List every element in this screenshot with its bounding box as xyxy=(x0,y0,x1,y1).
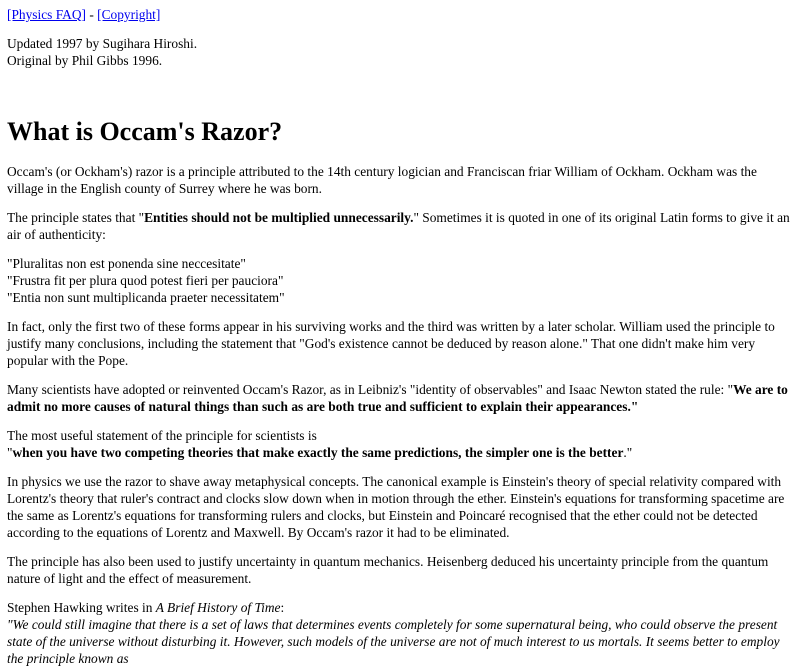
text: " xyxy=(630,399,639,414)
physics-faq-link[interactable]: [Physics FAQ] xyxy=(7,7,86,22)
principle-statement: Entities should not be multiplied unnecessarily. xyxy=(144,210,414,225)
page-title: What is Occam's Razor? xyxy=(7,117,283,146)
text: " xyxy=(7,445,13,460)
text: Stephen Hawking writes in xyxy=(7,600,156,615)
latin-form: "Frustra fit per plura quod potest fieri per pauciora" xyxy=(7,273,284,288)
credits xyxy=(7,35,790,69)
paragraph-hawking xyxy=(7,599,790,667)
latin-forms xyxy=(7,255,790,306)
text: The most useful statement of the principle for scientists is xyxy=(7,428,317,443)
text: The principle states that " xyxy=(7,210,145,225)
separator: - xyxy=(85,7,98,22)
text: : xyxy=(280,600,285,615)
paragraph-principle xyxy=(7,209,790,243)
original-credit: Original by Phil Gibbs 1996. xyxy=(7,53,163,68)
paragraph-intro: Occam's (or Ockham's) razor is a principle attributed to the 14th century logician and Franciscan friar William of Ockham. Ockham was the village in the English county of Surrey where he was born. xyxy=(7,164,757,196)
nav-links xyxy=(7,6,790,23)
latin-form: "Pluralitas non est ponenda sine neccesitate" xyxy=(7,256,246,271)
paragraph-quantum: The principle has also been used to justify uncertainty in quantum mechanics. Heisenberg deduced his uncertainty principle from the quantum nature of light and the effect of measurement. xyxy=(7,554,769,586)
paragraph-relativity: In physics we use the razor to shave away metaphysical concepts. The canonical example is Einstein's theory of special relativity compared with Lorentz's theory that ruler's contract and clocks slow down when in motion through the ether. Einstein's equations for transforming spacetime are the same as Lorentz's equations for transforming rulers and clocks, but Einstein and Poincaré recognised that the ether could not be detected according to the equations of Lorentz and Maxwell. By Occam's razor it had to be eliminated. xyxy=(7,474,785,540)
text: " Sometimes it is quoted in one of its original Latin forms to give it an air of authenticity: xyxy=(7,210,790,242)
book-title: A Brief History of Time xyxy=(155,600,281,615)
newton-rule: We are to admit no more causes of natural things than such as are both true and sufficient to explain their appearances. xyxy=(7,382,788,414)
paragraph-history: In fact, only the first two of these forms appear in his surviving works and the third was written by a later scholar. William used the principle to justify many conclusions, including the statement that "God's existence cannot be deduced by reason alone." That one didn't make him very popular with the Pope. xyxy=(7,319,775,368)
copyright-link[interactable]: [Copyright] xyxy=(97,7,161,22)
text: Many scientists have adopted or reinvented Occam's Razor, as in Leibniz's "identity of observables" and Isaac Newton stated the rule: " xyxy=(7,382,734,397)
updated-credit: Updated 1997 by Sugihara Hiroshi. xyxy=(7,36,198,51)
paragraph-useful-statement xyxy=(7,427,790,461)
paragraph-newton xyxy=(7,381,790,415)
text: ." xyxy=(623,445,633,460)
latin-form: "Entia non sunt multiplicanda praeter necessitatem" xyxy=(7,290,285,305)
useful-statement: when you have two competing theories that make exactly the same predictions, the simpler one is the better xyxy=(12,445,624,460)
hawking-quote: "We could still imagine that there is a set of laws that determines events completely for some supernatural being, who could observe the present state of the universe without disturbing it. However, such models of the universe are not of much interest to us mortals. It seems better to employ the principle known as xyxy=(7,617,780,666)
